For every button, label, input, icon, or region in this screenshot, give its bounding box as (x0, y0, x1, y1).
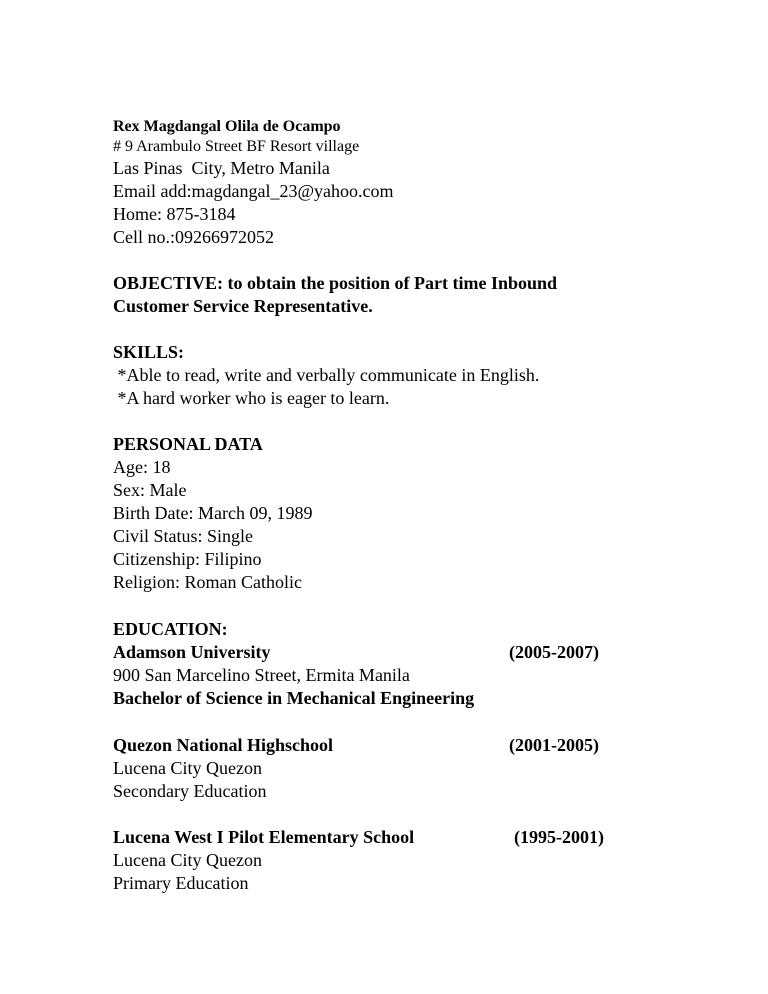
personal-age: Age: 18 (113, 457, 171, 477)
cell-phone: Cell no.:09266972052 (113, 227, 274, 247)
personal-citizenship: Citizenship: Filipino (113, 549, 262, 569)
education-years: (2005-2007) (509, 642, 599, 662)
email-address: Email add:magdangal_23@yahoo.com (113, 181, 394, 201)
education-program: Bachelor of Science in Mechanical Engineering (113, 688, 475, 708)
education-program: Primary Education (113, 873, 249, 893)
education-program: Secondary Education (113, 781, 267, 801)
education-heading: EDUCATION: (113, 619, 228, 639)
skill-item: *A hard worker who is eager to learn. (113, 388, 390, 408)
street-address: # 9 Arambulo Street BF Resort village (113, 138, 360, 155)
education-years: (1995-2001) (514, 827, 604, 847)
personal-data-heading: PERSONAL DATA (113, 434, 263, 454)
personal-sex: Sex: Male (113, 480, 187, 500)
city-address: Las Pinas City, Metro Manila (113, 158, 330, 178)
education-address: Lucena City Quezon (113, 850, 262, 870)
education-address: Lucena City Quezon (113, 758, 262, 778)
education-school: Adamson University (113, 642, 271, 662)
personal-birth-date: Birth Date: March 09, 1989 (113, 503, 313, 523)
home-phone: Home: 875-3184 (113, 204, 236, 224)
skill-item: *Able to read, write and verbally communicate in English. (113, 365, 540, 385)
skills-heading: SKILLS: (113, 342, 185, 362)
education-school: Quezon National Highschool (113, 735, 334, 755)
personal-religion: Religion: Roman Catholic (113, 572, 302, 592)
personal-civil-status: Civil Status: Single (113, 526, 254, 546)
education-address: 900 San Marcelino Street, Ermita Manila (113, 665, 410, 685)
objective-line-2: Customer Service Representative. (113, 296, 373, 316)
applicant-name: Rex Magdangal Olila de Ocampo (113, 118, 341, 135)
education-years: (2001-2005) (509, 735, 599, 755)
objective-line-1: OBJECTIVE: to obtain the position of Part time Inbound (113, 273, 558, 293)
education-school: Lucena West I Pilot Elementary School (113, 827, 415, 847)
